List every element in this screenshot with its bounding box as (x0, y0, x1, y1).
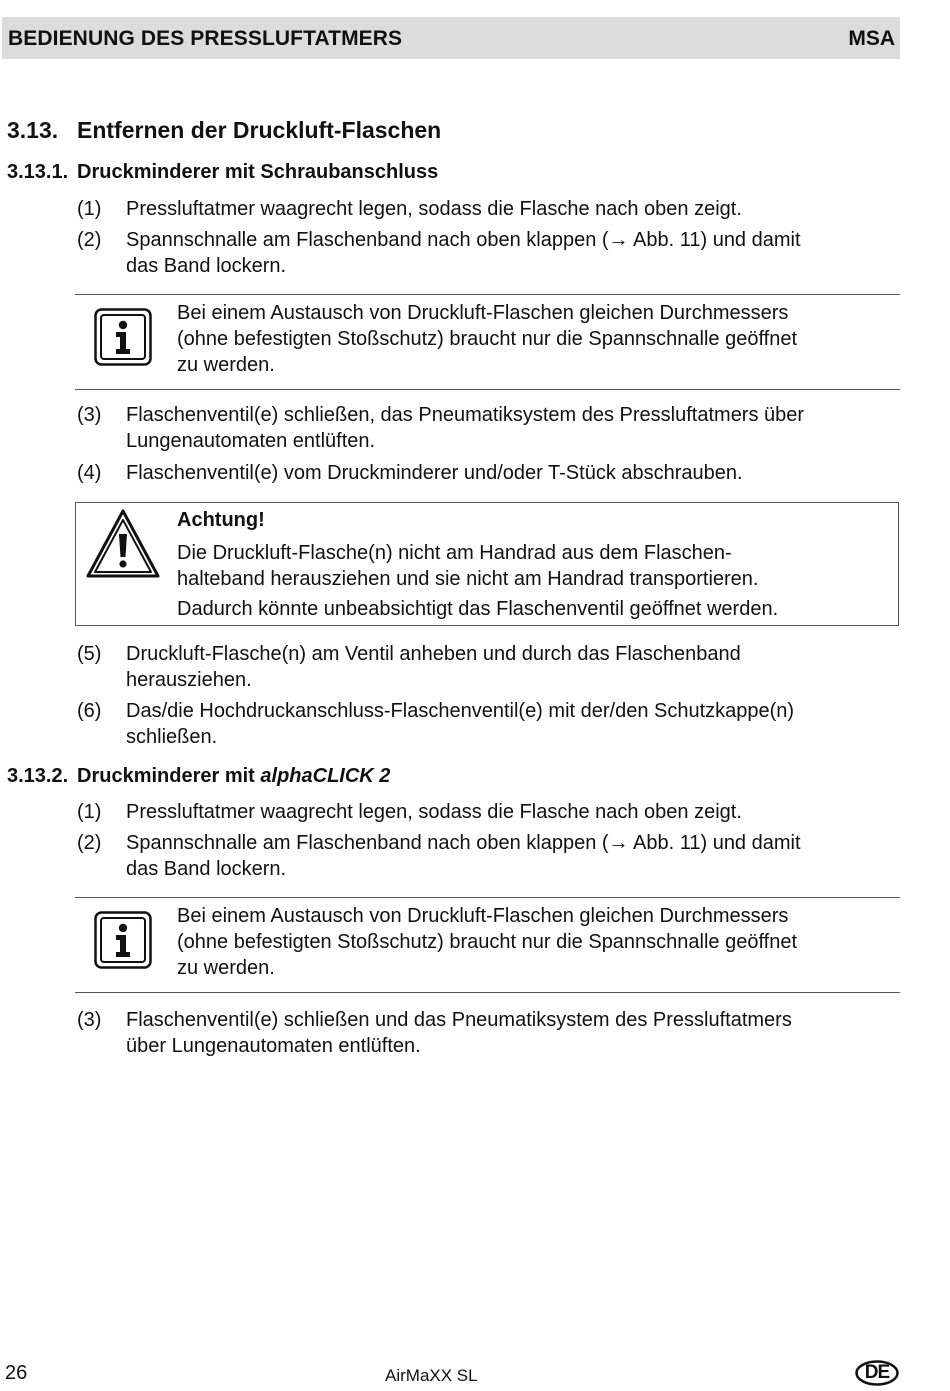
subsection-heading-1 (7, 161, 438, 184)
note-line: (ohne befestigten Stoßschutz) braucht nur die Spannschnalle geöffnet (177, 328, 798, 350)
footer-product: AirMaXX SL (385, 1366, 478, 1385)
step-text (126, 641, 906, 693)
step-text-line: Spannschnalle am Flaschenband nach oben klappen (→ Abb. 11) und damit (126, 832, 801, 854)
step-text: Pressluftatmer waagrecht legen, sodass die Flasche nach oben zeigt. (126, 198, 742, 220)
info-icon (94, 308, 152, 366)
step-text-line: herausziehen. (126, 669, 252, 691)
header-brand: MSA (848, 27, 895, 50)
note-text (177, 903, 897, 981)
warning-icon (86, 508, 160, 580)
step-number: (3) (77, 1009, 102, 1031)
subsection-title-product: alphaCLICK 2 (260, 765, 391, 787)
note-line: Bei einem Austausch von Druckluft-Flaschen gleichen Durchmessers (177, 302, 789, 324)
step-number: (5) (77, 643, 102, 665)
step-text-line: das Band lockern. (126, 255, 287, 277)
note-line: zu werden. (177, 957, 275, 979)
step-number: (2) (77, 832, 102, 854)
note-line: (ohne befestigten Stoßschutz) braucht nur die Spannschnalle geöffnet (177, 931, 798, 953)
page-number: 26 (5, 1362, 28, 1384)
section-number: 3.13. (7, 117, 59, 143)
warning-line: Dadurch könnte unbeabsichtigt das Flaschenventil geöffnet werden. (177, 598, 779, 620)
step-text (126, 830, 906, 882)
step-text (126, 1007, 906, 1059)
info-icon (94, 911, 152, 969)
step-text (126, 227, 906, 279)
note-divider-bottom (75, 992, 900, 993)
subsection-title: Druckminderer mit (77, 765, 261, 787)
step-number: (2) (77, 229, 102, 251)
subsection-number: 3.13.1. (7, 161, 69, 183)
section-heading (7, 117, 441, 144)
page-header (2, 17, 900, 59)
step-text-line: Spannschnalle am Flaschenband nach oben klappen (→ Abb. 11) und damit (126, 229, 801, 251)
step-number: (1) (77, 801, 102, 823)
warning-text (177, 540, 892, 592)
step-text-line: Druckluft-Flasche(n) am Ventil anheben und durch das Flaschenband (126, 643, 741, 665)
step-number: (6) (77, 700, 102, 722)
step-text-line: Flaschenventil(e) schließen und das Pneumatiksystem des Pressluftatmers (126, 1009, 792, 1031)
note-line: zu werden. (177, 354, 275, 376)
section-title: Entfernen der Druckluft-Flaschen (77, 117, 442, 143)
step-number: (3) (77, 404, 102, 426)
note-divider-top (75, 294, 900, 295)
step-text: Pressluftatmer waagrecht legen, sodass die Flasche nach oben zeigt. (126, 801, 742, 823)
step-text (126, 402, 906, 454)
step-text-line: Flaschenventil(e) schließen, das Pneumatiksystem des Pressluftatmers über (126, 404, 805, 426)
header-title: BEDIENUNG DES PRESSLUFTATMERS (8, 27, 403, 50)
language-code: DE (864, 1362, 890, 1383)
note-divider-bottom (75, 389, 900, 390)
subsection-number: 3.13.2. (7, 765, 69, 787)
note-text (177, 300, 897, 378)
warning-line: halteband herausziehen und sie nicht am Handrad transportieren. (177, 568, 759, 590)
step-text-line: Lungenautomaten entlüften. (126, 430, 376, 452)
step-text-line: über Lungenautomaten entlüften. (126, 1035, 421, 1057)
subsection-title: Druckminderer mit Schraubanschluss (77, 161, 439, 183)
step-text (126, 698, 906, 750)
step-text-line: Das/die Hochdruckanschluss-Flaschenventil(e) mit der/den Schutzkappe(n) (126, 700, 795, 722)
step-text: Flaschenventil(e) vom Druckminderer und/oder T-Stück abschrauben. (126, 462, 743, 484)
step-number: (1) (77, 198, 102, 220)
step-number: (4) (77, 462, 102, 484)
step-text-line: schließen. (126, 726, 218, 748)
warning-line: Die Druckluft-Flasche(n) nicht am Handrad aus dem Flaschen- (177, 542, 732, 564)
warning-title: Achtung! (177, 509, 265, 531)
step-text-line: das Band lockern. (126, 858, 287, 880)
language-badge (855, 1360, 899, 1386)
note-line: Bei einem Austausch von Druckluft-Flaschen gleichen Durchmessers (177, 905, 789, 927)
subsection-heading-2 (7, 765, 390, 788)
note-divider-top (75, 897, 900, 898)
warning-text-2 (177, 596, 892, 622)
